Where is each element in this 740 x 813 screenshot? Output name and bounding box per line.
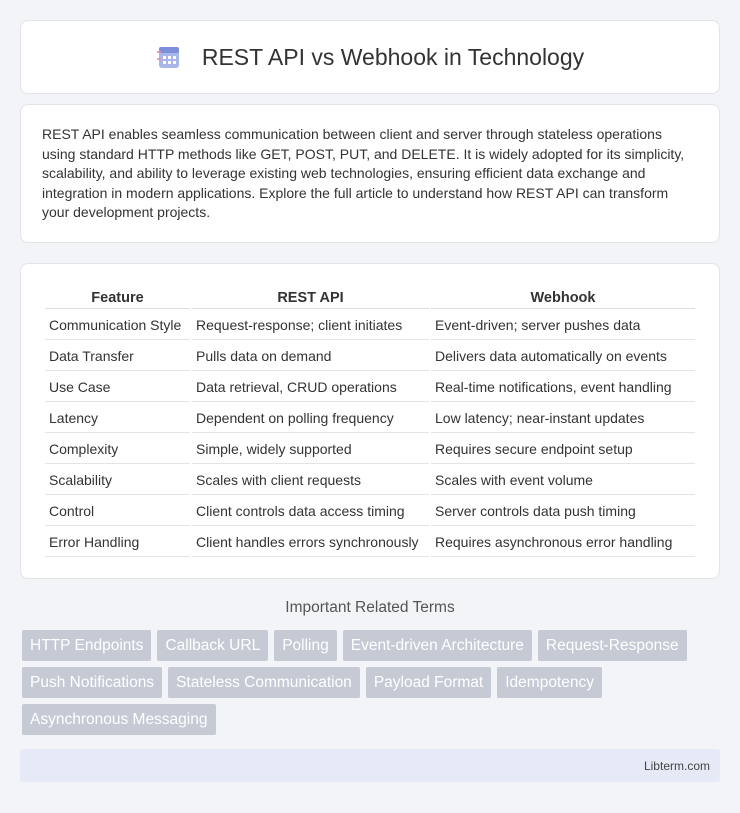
table-cell: Client controls data access timing (192, 497, 429, 526)
tag-idempotency[interactable]: Idempotency (497, 667, 602, 698)
table-cell: Low latency; near-instant updates (431, 404, 695, 433)
table-row (45, 435, 695, 464)
table-cell: Scales with event volume (431, 466, 695, 495)
table-row (45, 373, 695, 402)
table-cell: Dependent on polling frequency (192, 404, 429, 433)
table-cell: Simple, widely supported (192, 435, 429, 464)
table-cell: Pulls data on demand (192, 342, 429, 371)
table-row (45, 311, 695, 340)
table-cell: Use Case (45, 373, 190, 402)
footer-site-link[interactable]: Libterm.com (643, 758, 710, 773)
table-cell: Data Transfer (45, 342, 190, 371)
table-cell: Latency (45, 404, 190, 433)
tag-stateless-communication[interactable]: Stateless Communication (168, 667, 360, 698)
tag-push-notifications[interactable]: Push Notifications (22, 667, 162, 698)
table-header-row (45, 288, 695, 309)
description-text: REST API enables seamless communication between client and server through stateless operations using standard HTTP methods like GET, POST, PUT, and DELETE. It is widely adopted for its simplicity, scalability, and ability to leverage existing web technologies, ensuring efficient data exchange and integration in modern applications. Explore the full article to understand how REST API can transform your development projects. (42, 126, 685, 221)
comparison-table (43, 286, 697, 559)
title-card (20, 20, 720, 94)
page-title: REST API vs Webhook in Technology (201, 43, 585, 70)
table-cell: Control (45, 497, 190, 526)
related-terms-title: Important Related Terms (285, 599, 455, 616)
table-cell: Real-time notifications, event handling (431, 373, 695, 402)
tag-payload-format[interactable]: Payload Format (366, 667, 491, 698)
table-cell: Client handles errors synchronously (192, 528, 429, 557)
table-cell: Error Handling (45, 528, 190, 557)
table-row (45, 497, 695, 526)
footer (20, 749, 720, 782)
tag-event-driven-architecture[interactable]: Event-driven Architecture (343, 630, 532, 661)
tag-request-response[interactable]: Request-Response (538, 630, 687, 661)
table-cell: Complexity (45, 435, 190, 464)
description-card (20, 104, 720, 243)
table-cell: Scalability (45, 466, 190, 495)
comparison-table-card (20, 263, 720, 579)
table-cell: Server controls data push timing (431, 497, 695, 526)
tag-asynchronous-messaging[interactable]: Asynchronous Messaging (22, 704, 216, 735)
tag-polling[interactable]: Polling (274, 630, 337, 661)
tag-callback-url[interactable]: Callback URL (157, 630, 268, 661)
table-cell: Request-response; client initiates (192, 311, 429, 340)
table-cell: Event-driven; server pushes data (431, 311, 695, 340)
column-header-webhook: Webhook (431, 288, 695, 309)
related-terms-tags (22, 630, 722, 741)
table-row (45, 404, 695, 433)
table-row (45, 342, 695, 371)
table-cell: Data retrieval, CRUD operations (192, 373, 429, 402)
column-header-rest-api: REST API (192, 288, 429, 309)
table-cell: Requires asynchronous error handling (431, 528, 695, 557)
table-row (45, 528, 695, 557)
column-header-feature: Feature (45, 288, 190, 309)
table-cell: Communication Style (45, 311, 190, 340)
table-cell: Requires secure endpoint setup (431, 435, 695, 464)
table-cell: Scales with client requests (192, 466, 429, 495)
tag-http-endpoints[interactable]: HTTP Endpoints (22, 630, 151, 661)
table-cell: Delivers data automatically on events (431, 342, 695, 371)
table-row (45, 466, 695, 495)
document-table-icon (156, 44, 182, 70)
